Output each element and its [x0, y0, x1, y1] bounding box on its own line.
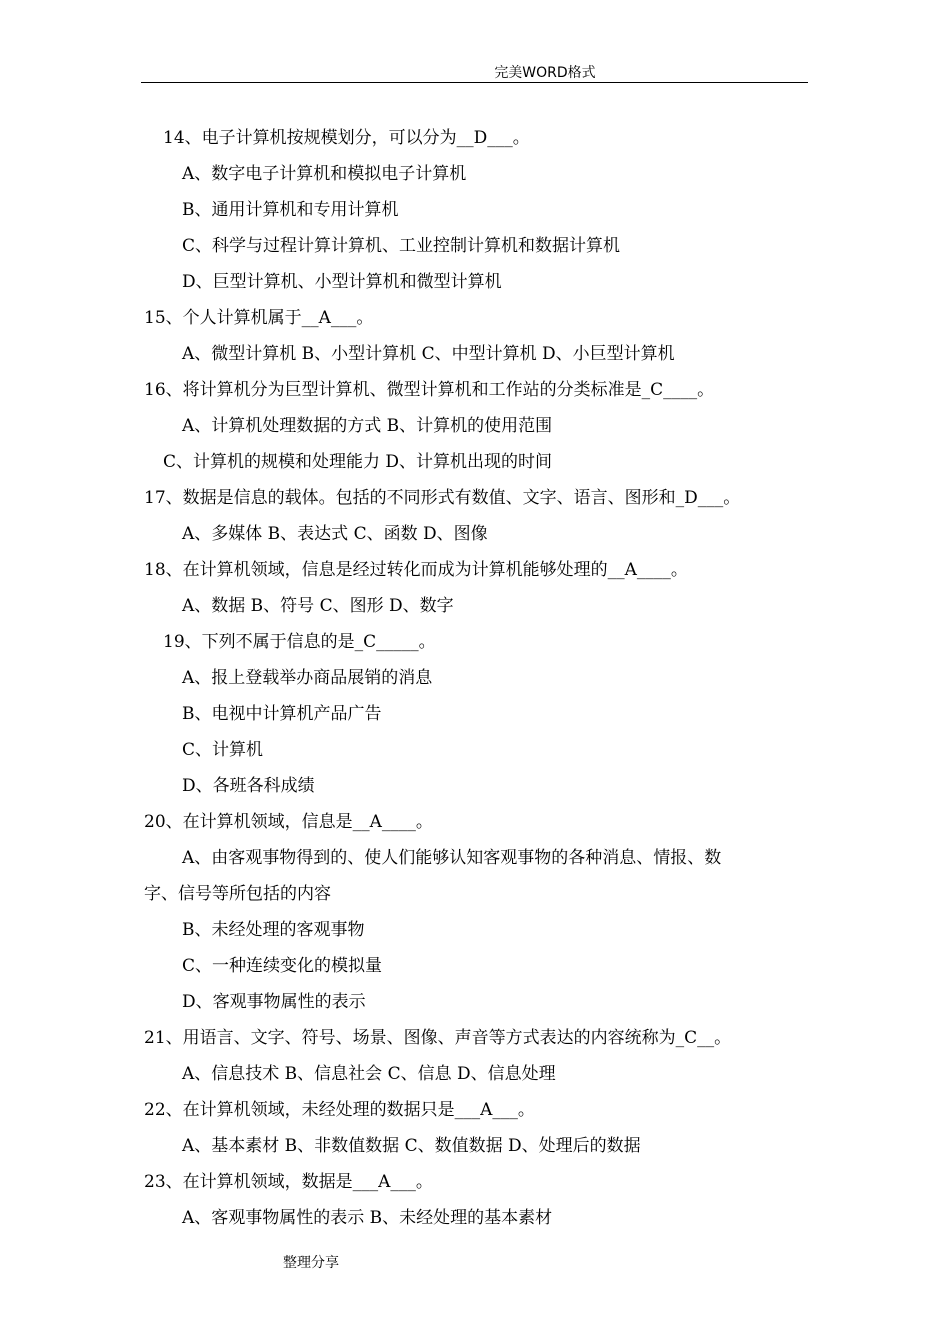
option-line: C、计算机	[182, 740, 264, 760]
question-21: 21、用语言、文字、符号、场景、图像、声音等方式表达的内容统称为_C__。	[144, 1028, 732, 1048]
option-line: A、由客观事物得到的、使人们能够认知客观事物的各种消息、情报、数	[182, 848, 722, 868]
option-line: D、巨型计算机、小型计算机和微型计算机	[182, 272, 502, 292]
option-line: D、各班各科成绩	[182, 776, 315, 796]
option-line: A、数据 B、符号 C、图形 D、数字	[182, 596, 454, 616]
question-16: 16、将计算机分为巨型计算机、微型计算机和工作站的分类标准是_C____。	[144, 380, 715, 400]
page-footer: 整理分享	[283, 1255, 339, 1271]
option-line: C、一种连续变化的模拟量	[182, 956, 383, 976]
option-line: B、未经处理的客观事物	[182, 920, 365, 940]
question-19: 19、下列不属于信息的是_C_____。	[163, 632, 436, 652]
option-line: A、多媒体 B、表达式 C、函数 D、图像	[182, 524, 488, 544]
option-line: C、科学与过程计算计算机、工业控制计算机和数据计算机	[182, 236, 621, 256]
question-23: 23、在计算机领域，数据是___A___。	[144, 1172, 433, 1192]
option-line: A、微型计算机 B、小型计算机 C、中型计算机 D、小巨型计算机	[182, 344, 675, 364]
option-line: B、通用计算机和专用计算机	[182, 200, 399, 220]
option-line: A、数字电子计算机和模拟电子计算机	[182, 164, 467, 184]
option-line: A、基本素材 B、非数值数据 C、数值数据 D、处理后的数据	[182, 1136, 641, 1156]
question-14: 14、电子计算机按规模划分，可以分为__D___。	[163, 128, 530, 148]
question-17: 17、数据是信息的载体。包括的不同形式有数值、文字、语言、图形和_D___。	[144, 488, 741, 508]
option-line: A、信息技术 B、信息社会 C、信息 D、信息处理	[182, 1064, 556, 1084]
page-header-title: 完美WORD格式	[494, 65, 596, 81]
option-line: A、报上登载举办商品展销的消息	[182, 668, 433, 688]
question-20: 20、在计算机领域，信息是__A____。	[144, 812, 433, 832]
option-line: B、电视中计算机产品广告	[182, 704, 382, 724]
question-22: 22、在计算机领域，未经处理的数据只是___A___。	[144, 1100, 535, 1120]
option-line: A、计算机处理数据的方式 B、计算机的使用范围	[182, 416, 553, 436]
option-line: D、客观事物属性的表示	[182, 992, 366, 1012]
header-divider	[141, 82, 808, 83]
question-18: 18、在计算机领域，信息是经过转化而成为计算机能够处理的__A____。	[144, 560, 688, 580]
option-line: A、客观事物属性的表示 B、未经处理的基本素材	[182, 1208, 553, 1228]
option-line-continuation: 字、信号等所包括的内容	[144, 884, 331, 904]
option-line: C、计算机的规模和处理能力 D、计算机出现的时间	[163, 452, 553, 472]
question-15: 15、个人计算机属于__A___。	[144, 308, 374, 328]
